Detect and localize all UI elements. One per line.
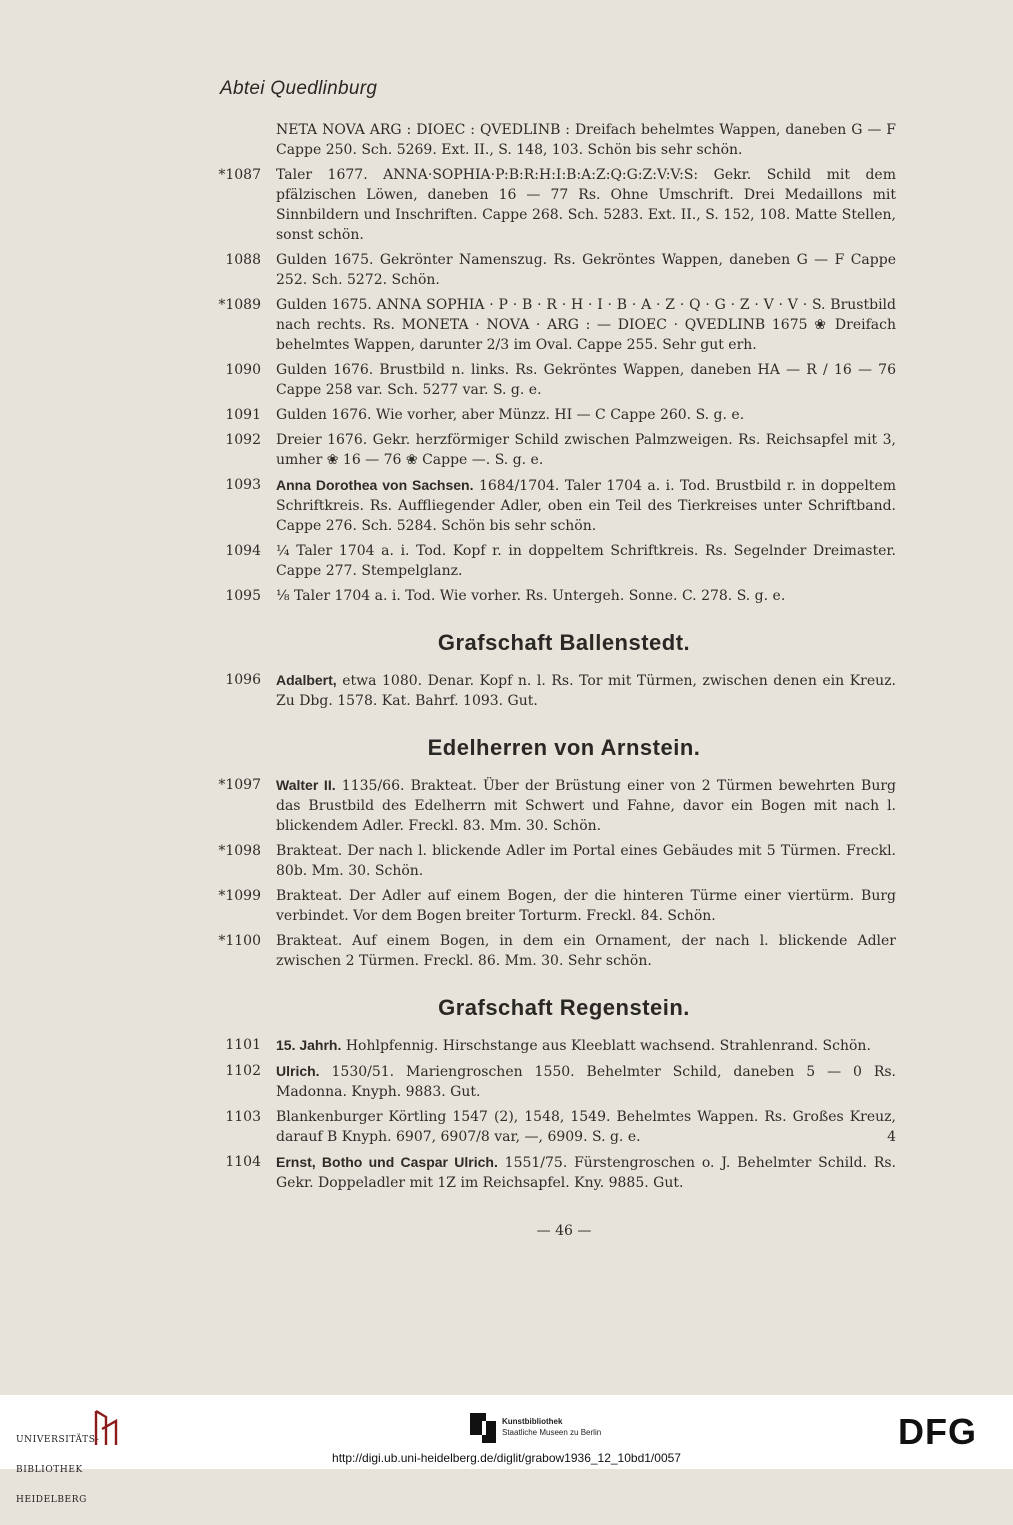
ruler-name: Ernst, Botho und Caspar Ulrich. xyxy=(276,1154,498,1170)
catalog-entry xyxy=(0,1061,1013,1102)
entry-number: *1087 xyxy=(218,167,261,183)
entry-number: 1103 xyxy=(225,1109,261,1125)
running-head: Abtei Quedlinburg xyxy=(220,78,378,99)
entry-description: 1684/1704. Taler 1704 a. i. Tod. Brustbild r. in doppeltem Schriftkreis. Rs. Auffliegender Adler, oben ein Teil des Tierkreises unter Schriftband. Cappe 276. Sch. 5284. Schön bis sehr schön. xyxy=(276,478,896,534)
entry-text xyxy=(276,775,896,836)
entry-description: 1135/66. Brakteat. Über der Brüstung einer von 2 Türmen bewehrten Burg das Brustbild des Edelherrn mit Schwert und Fahne, davor ein Bogen mit nach l. blickendem Adler. Freckl. 83. Mm. 30. Schön. xyxy=(276,778,896,834)
catalog-entry xyxy=(0,931,1013,971)
entry-description: etwa 1080. Denar. Kopf n. l. Rs. Tor mit Türmen, zwischen denen ein Kreuz. Zu Dbg. 1578. Kat. Bahrf. 1093. Gut. xyxy=(276,673,896,709)
entry-description: 1530/51. Mariengroschen 1550. Behelmter Schild, daneben 5 — 0 Rs. Madonna. Knyph. 9883. Gut. xyxy=(276,1064,896,1100)
kunstbibliothek-logo-icon xyxy=(470,1413,496,1443)
entry-number: 1092 xyxy=(225,432,261,448)
entry-number: 1090 xyxy=(225,362,261,378)
catalog-entry xyxy=(0,1107,1013,1147)
ruler-name: Anna Dorothea von Sachsen. xyxy=(276,477,474,493)
entry-text: Gulden 1675. Gekrönter Namenszug. Rs. Gekröntes Wappen, daneben G — F Cappe 252. Sch. 5272. Schön. xyxy=(276,252,896,288)
entry-description: Blankenburger Körtling 1547 (2), 1548, 1549. Behelmtes Wappen. Rs. Großes Kreuz, darauf B Knyph. 6907, 6907/8 var, —, 6909. S. g. e. xyxy=(276,1109,896,1145)
entry-text: Taler 1677. ANNA·SOPHIA·P:B:R:H:I:B:A:Z:Q:G:Z:V:V:S: Gekr. Schild mit dem pfälzischen Löwen, daneben 16 — 77 Rs. Ohne Umschrift. Drei Medaillons mit Sinnbildern und Inschriften. Cappe 268. Sch. 5283. Ext. II., S. 152, 108. Matte Stellen, sonst schön. xyxy=(276,167,896,243)
source-url[interactable]: http://digi.ub.uni-heidelberg.de/diglit/grabow1936_12_10bd1/0057 xyxy=(332,1451,681,1465)
entry-text: Dreier 1676. Gekr. herzförmiger Schild zwischen Palmzweigen. Rs. Reichsapfel mit 3, umher ❀ 16 — 76 ❀ Cappe —. S. g. e. xyxy=(276,432,896,468)
entry-number: 1088 xyxy=(225,252,261,268)
entry-number: *1089 xyxy=(218,297,261,313)
entry-text: Gulden 1675. ANNA SOPHIA · P · B · R · H · I · B · A · Z · Q · G · Z · V · V · S. Brustbild nach rechts. Rs. MONETA · NOVA · ARG : — DIOEC · QVEDLINB 1675 ❀ Dreifach behelmtes Wappen, darunter 2/3 im Oval. Cappe 255. Sehr gut erh. xyxy=(276,297,896,353)
entry-description: 1551/75. Fürstengroschen o. J. Behelmter Schild. Rs. Gekr. Doppeladler mit 1Z im Reichsapfel. Kny. 9885. Gut. xyxy=(276,1155,896,1191)
entry-number: 1104 xyxy=(225,1154,261,1170)
catalog-entry xyxy=(0,250,1013,290)
kb-subtitle: Staatliche Museen zu Berlin xyxy=(502,1428,602,1437)
lot-count: 4 xyxy=(887,1129,896,1145)
page-number: — 46 — xyxy=(536,1223,592,1239)
entry-text: Brakteat. Auf einem Bogen, in dem ein Ornament, der nach l. blickende Adler zwischen 2 Türmen. Freckl. 86. Mm. 30. Sehr schön. xyxy=(276,933,896,969)
entry-number: *1100 xyxy=(218,933,261,949)
uni-line: HEIDELBERG xyxy=(16,1495,87,1505)
catalog-entry xyxy=(0,360,1013,400)
catalog-body xyxy=(0,120,1013,1239)
entry-number: 1094 xyxy=(225,543,261,559)
catalog-entry xyxy=(0,586,1013,606)
ruler-name: 15. Jahrh. xyxy=(276,1037,342,1053)
entry-number: 1091 xyxy=(225,407,261,423)
entry-number: 1102 xyxy=(225,1063,261,1079)
entry-text: Brakteat. Der nach l. blickende Adler im Portal eines Gebäudes mit 5 Türmen. Freckl. 80b. Mm. 30. Schön. xyxy=(276,843,896,879)
university-library-name xyxy=(16,1415,99,1525)
entry-text: Gulden 1676. Wie vorher, aber Münzz. HI — C Cappe 260. S. g. e. xyxy=(276,407,745,423)
catalog-entry xyxy=(0,475,1013,536)
uni-line: UNIVERSITÄTS- xyxy=(16,1435,100,1445)
entry-text xyxy=(276,1107,896,1147)
section-title: Grafschaft Regenstein. xyxy=(438,995,690,1020)
ruler-name: Ulrich. xyxy=(276,1063,320,1079)
ruler-name: Adalbert, xyxy=(276,672,337,688)
catalog-entry xyxy=(0,120,1013,160)
section-title: Edelherren von Arnstein. xyxy=(427,735,701,760)
catalog-entry xyxy=(0,886,1013,926)
university-logo-icon xyxy=(92,1409,122,1447)
entry-text: Brakteat. Der Adler auf einem Bogen, der die hinteren Türme einer viertürm. Burg verbindet. Vor dem Bogen breiter Torturm. Freckl. 84. Schön. xyxy=(276,888,896,924)
catalog-entry xyxy=(0,1152,1013,1193)
entry-text xyxy=(276,1035,896,1056)
entry-text: Gulden 1676. Brustbild n. links. Rs. Gekröntes Wappen, daneben HA — R / 16 — 76 Cappe 258 var. Sch. 5277 var. S. g. e. xyxy=(276,362,896,398)
entry-number: 1101 xyxy=(225,1037,261,1053)
catalog-entry xyxy=(0,670,1013,711)
entry-text xyxy=(276,670,896,711)
catalog-entry xyxy=(0,1035,1013,1056)
entry-number: 1093 xyxy=(225,477,261,493)
entry-number: 1095 xyxy=(225,588,261,604)
catalog-entry xyxy=(0,405,1013,425)
entry-number: 1096 xyxy=(225,672,261,688)
kb-name: Kunstbibliothek xyxy=(502,1417,563,1426)
entry-text xyxy=(276,475,896,536)
catalog-entry xyxy=(0,430,1013,470)
entry-text xyxy=(276,1152,896,1193)
catalog-entry xyxy=(0,165,1013,245)
uni-line: BIBLIOTHEK xyxy=(16,1465,83,1475)
catalog-entry xyxy=(0,841,1013,881)
catalog-entry xyxy=(0,295,1013,355)
entry-number: *1098 xyxy=(218,843,261,859)
entry-text xyxy=(276,1061,896,1102)
entry-text: NETA NOVA ARG : DIOEC : QVEDLINB : Dreifach behelmtes Wappen, daneben G — F Cappe 250. Sch. 5269. Ext. II., S. 148, 103. Schön bis sehr schön. xyxy=(276,122,896,158)
entry-text: ⅛ Taler 1704 a. i. Tod. Wie vorher. Rs. Untergeh. Sonne. C. 278. S. g. e. xyxy=(276,588,786,604)
section-title: Grafschaft Ballenstedt. xyxy=(437,630,691,655)
entry-text: ¼ Taler 1704 a. i. Tod. Kopf r. in doppeltem Schriftkreis. Rs. Segelnder Dreimaster. Cappe 277. Stempelglanz. xyxy=(276,543,896,579)
entry-description: Hohlpfennig. Hirschstange aus Kleeblatt wachsend. Strahlenrand. Schön. xyxy=(341,1038,871,1054)
entry-number: *1099 xyxy=(218,888,261,904)
catalog-entry xyxy=(0,541,1013,581)
dfg-logo: DFG xyxy=(898,1411,977,1452)
ruler-name: Walter II. xyxy=(276,777,336,793)
kunstbibliothek-label xyxy=(502,1416,601,1438)
digitization-footer xyxy=(0,1395,1013,1505)
catalog-entry xyxy=(0,775,1013,836)
entry-number: *1097 xyxy=(218,777,261,793)
